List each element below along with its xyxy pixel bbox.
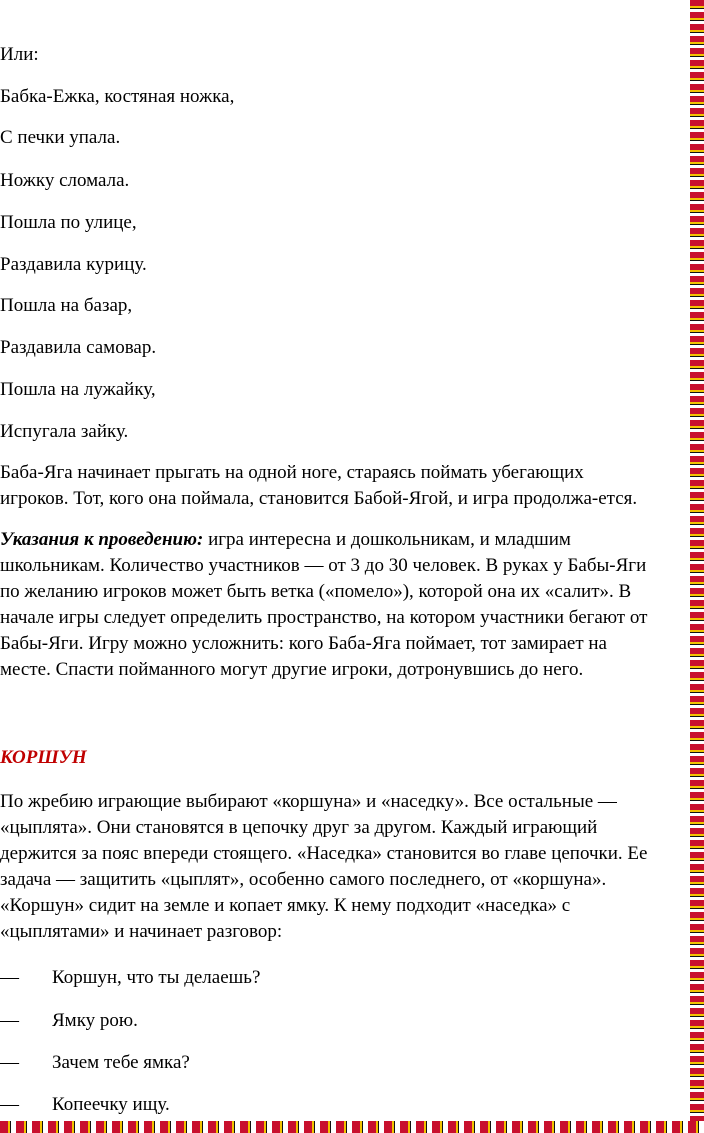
verse-line: Пошла на базар, bbox=[0, 295, 133, 316]
dialogue-line: Коршун, что ты делаешь? bbox=[52, 967, 261, 988]
decorative-border-bottom bbox=[0, 1121, 704, 1133]
paragraph-line: «Коршун» сидит на земле и копает ямку. К нему подходит «наседка» с bbox=[0, 895, 571, 916]
verse-line: Пошла по улице, bbox=[0, 212, 137, 233]
decorative-border-right bbox=[690, 0, 704, 1133]
paragraph-line: «цыплятами» и начинает разговор: bbox=[0, 921, 283, 942]
paragraph-line: месте. Спасти пойманного могут другие игроки, дотронувшись до него. bbox=[0, 659, 584, 680]
paragraph-line bbox=[0, 527, 704, 553]
dialogue-dash: — bbox=[0, 1010, 19, 1031]
verse-line: Пошла на лужайку, bbox=[0, 379, 156, 400]
verse-line: Бабка-Ежка, костяная ножка, bbox=[0, 86, 235, 107]
paragraph-rules bbox=[0, 460, 704, 512]
paragraph-korshun bbox=[0, 789, 704, 945]
paragraph-instructions bbox=[0, 527, 704, 683]
dialogue-line: Копеечку ищу. bbox=[52, 1094, 170, 1115]
verse-line: С печки упала. bbox=[0, 127, 121, 148]
paragraph-line: по желанию игроков может быть ветка («помело»), которой она их «салит». В bbox=[0, 581, 632, 602]
paragraph-line: «цыплята». Они становятся в цепочку друг за другом. Каждый играющий bbox=[0, 817, 598, 838]
dialogue-dash: — bbox=[0, 1052, 19, 1073]
paragraph-line: игроков. Тот, кого она поймала, становится Бабой-Ягой, и игра продолжа-ется. bbox=[0, 488, 638, 509]
dialogue-line: Ямку рою. bbox=[52, 1010, 138, 1031]
verse-line: Раздавила курицу. bbox=[0, 254, 147, 275]
section-heading: КОРШУН bbox=[0, 747, 87, 768]
paragraph-line: Бабы-Яги. Игру можно усложнить: кого Баба-Яга поймает, тот замирает на bbox=[0, 633, 607, 654]
paragraph-line: школьникам. Количество участников — от 3 до 30 человек. В руках у Бабы-Яги bbox=[0, 555, 647, 576]
dialogue-dash: — bbox=[0, 967, 19, 988]
instructions-text: игра интересна и дошкольникам, и младшим bbox=[203, 529, 571, 550]
paragraph-line: задача — защитить «цыплят», особенно самого последнего, от «коршуна». bbox=[0, 869, 607, 890]
dialogue-dash: — bbox=[0, 1094, 19, 1115]
instructions-lead: Указания к проведению: bbox=[0, 529, 204, 550]
paragraph-line: держится за пояс впереди стоящего. «Наседка» становится во главе цепочки. Ее bbox=[0, 843, 648, 864]
paragraph-line: начале игры следует определить пространство, на котором участники бегают от bbox=[0, 607, 648, 628]
verse-line: Испугала зайку. bbox=[0, 421, 129, 442]
dialogue-line: Зачем тебе ямка? bbox=[52, 1052, 190, 1073]
verse-line: Раздавила самовар. bbox=[0, 337, 157, 358]
verse-line: Или: bbox=[0, 44, 39, 65]
paragraph-line: По жребию играющие выбирают «коршуна» и «наседку». Все остальные — bbox=[0, 791, 617, 812]
verse-line: Ножку сломала. bbox=[0, 170, 130, 191]
paragraph-line: Баба-Яга начинает прыгать на одной ноге, стараясь поймать убегающих bbox=[0, 462, 584, 483]
